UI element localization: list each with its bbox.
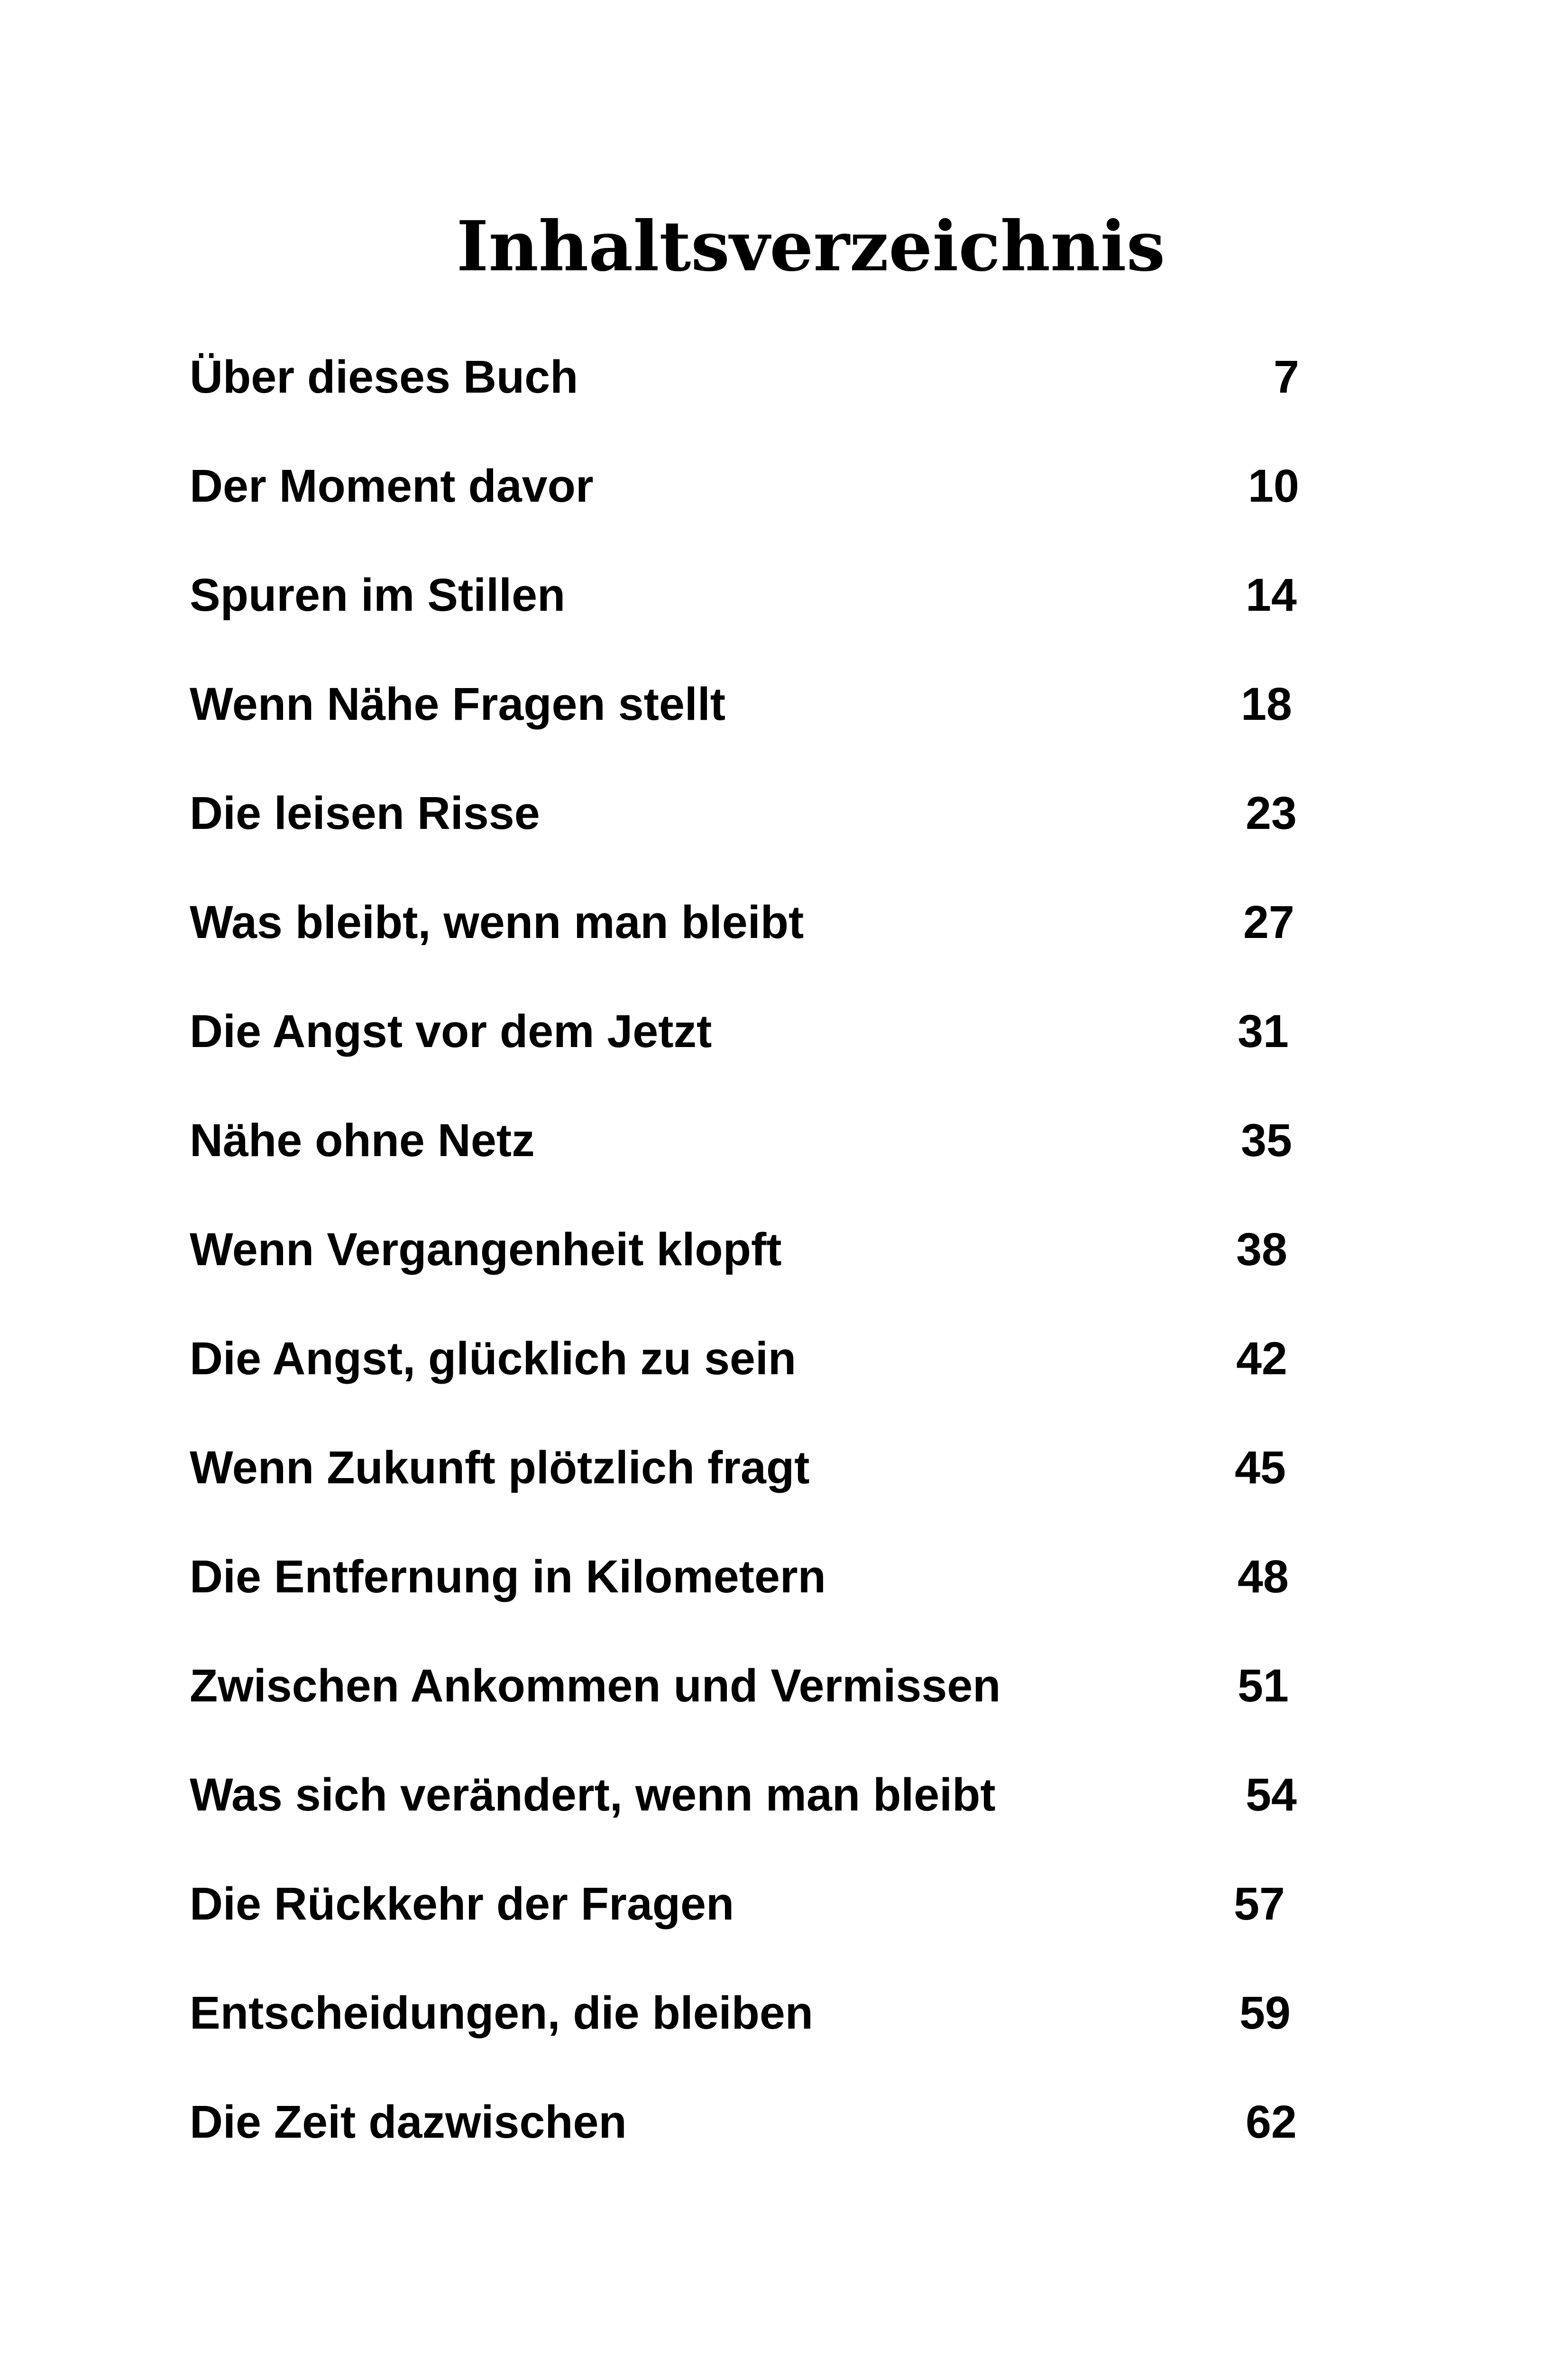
toc-entry [190, 1875, 1299, 1985]
toc-entry-title: Spuren im Stillen [190, 569, 566, 621]
toc-entry-title: Die Angst vor dem Jetzt [190, 1005, 712, 1057]
toc-entry-page-number: 51 [1238, 1660, 1289, 1711]
toc-entry [190, 567, 1299, 676]
toc-entry [190, 1330, 1299, 1439]
toc-entry [190, 2094, 1299, 2203]
toc-entry-page-number: 35 [1241, 1114, 1292, 1166]
toc-entry-title: Die Zeit dazwischen [190, 2096, 627, 2148]
toc-entry-page-number: 54 [1246, 1769, 1297, 1820]
toc-entry [190, 894, 1299, 1003]
toc-entry-page-number: 62 [1246, 2096, 1297, 2148]
toc-entry [190, 1766, 1299, 1875]
toc-entry [190, 1985, 1299, 2094]
toc-entry [190, 1112, 1299, 1221]
toc-entry [190, 458, 1299, 567]
toc-entry-page-number: 42 [1236, 1333, 1287, 1384]
toc-entry-page-number: 45 [1235, 1442, 1286, 1493]
toc-entry-page-number: 59 [1239, 1987, 1291, 2039]
toc-entry [190, 1548, 1299, 1657]
toc-entry [190, 1003, 1299, 1112]
toc-entry-title: Wenn Zukunft plötzlich fragt [190, 1442, 810, 1493]
toc-entry-page-number: 7 [1274, 351, 1299, 403]
toc-entry-title: Nähe ohne Netz [190, 1114, 535, 1166]
toc-entry [190, 676, 1299, 785]
toc-entry-title: Die Angst, glücklich zu sein [190, 1333, 797, 1384]
toc-entry-title: Was bleibt, wenn man bleibt [190, 896, 804, 948]
toc-entry-page-number: 27 [1243, 896, 1294, 948]
toc-entry [190, 785, 1299, 894]
toc-entry-title: Zwischen Ankommen und Vermissen [190, 1660, 1001, 1711]
toc-entry-page-number: 14 [1246, 569, 1297, 621]
toc-entry-title: Über dieses Buch [190, 351, 578, 403]
toc-entry-title: Die Entfernung in Kilometern [190, 1551, 826, 1602]
toc-entry [190, 349, 1299, 458]
toc-entry-page-number: 10 [1248, 460, 1299, 512]
toc-entry-title: Wenn Nähe Fragen stellt [190, 678, 726, 730]
page-title: Inhaltsverzeichnis [456, 206, 1165, 287]
toc-entry-page-number: 18 [1241, 678, 1292, 730]
toc-entry-title: Wenn Vergangenheit klopft [190, 1223, 782, 1275]
toc-entry-page-number: 23 [1246, 787, 1297, 839]
toc-entry-page-number: 57 [1234, 1878, 1285, 1930]
toc-entry-title: Die leisen Risse [190, 787, 540, 839]
toc-entry-title: Die Rückkehr der Fragen [190, 1878, 734, 1930]
toc-entry-page-number: 31 [1238, 1005, 1289, 1057]
toc-entry-page-number: 48 [1238, 1551, 1289, 1602]
toc-entry-title: Was sich verändert, wenn man bleibt [190, 1769, 996, 1820]
toc-entry-title: Der Moment davor [190, 460, 594, 512]
table-of-contents [190, 349, 1299, 2203]
toc-entry-page-number: 38 [1236, 1223, 1287, 1275]
toc-entry [190, 1439, 1299, 1548]
toc-entry [190, 1657, 1299, 1766]
toc-entry [190, 1221, 1299, 1330]
toc-entry-title: Entscheidungen, die bleiben [190, 1987, 814, 2039]
